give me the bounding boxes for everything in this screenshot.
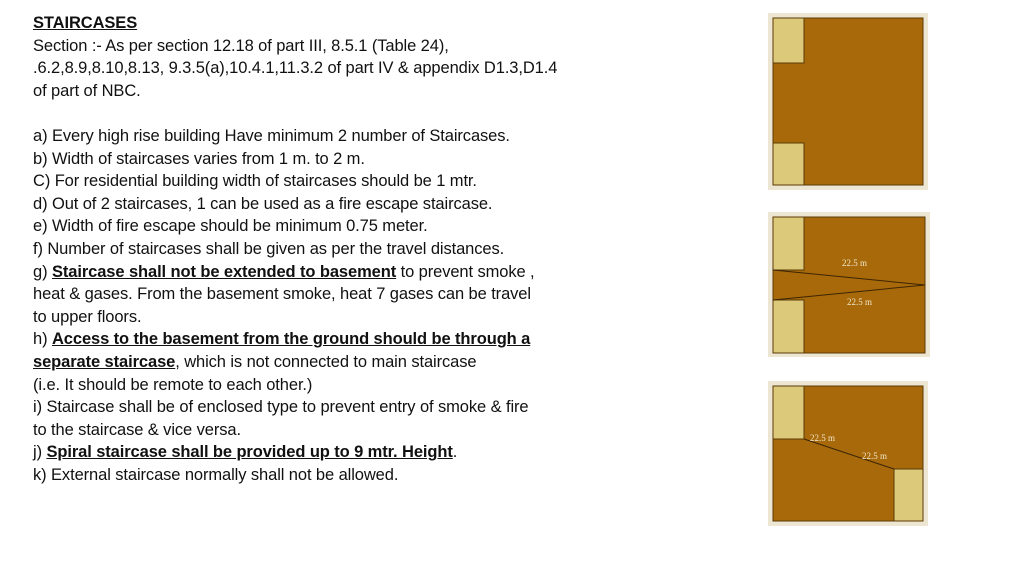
item-d: d) Out of 2 staircases, 1 can be used as a fire escape staircase.	[33, 194, 493, 213]
staircase-diagram-1	[768, 13, 928, 190]
item-k: k) External staircase normally shall not be allowed.	[33, 465, 399, 484]
staircase-diagram-3	[768, 381, 928, 526]
item-h-line-3: (i.e. It should be remote to each other.)	[33, 375, 313, 394]
section-line-1: Section :- As per section 12.18 of part III, 8.5.1 (Table 24),	[33, 36, 449, 55]
item-h-line-1	[33, 328, 733, 351]
item-i-line-2: to the staircase & vice versa.	[33, 420, 241, 439]
item-j-rest: .	[452, 443, 458, 462]
diagram-2-staircase-bottom	[773, 300, 804, 353]
item-g-line-3: to upper floors.	[33, 307, 142, 326]
diagram-3-label-bottom: 22.5 m	[862, 451, 888, 461]
item-h-emphasis-2: separate staircase	[33, 352, 176, 371]
diagram-2-staircase-top	[773, 217, 804, 270]
item-c: C) For residential building width of staircases should be 1 mtr.	[33, 172, 477, 191]
text-content	[33, 12, 733, 486]
item-j-emphasis: Spiral staircase shall be provided up to 9 mtr. Height	[46, 443, 453, 462]
blank-line	[33, 102, 733, 125]
item-h-line-2	[33, 351, 733, 374]
staircase-diagram-2	[768, 212, 930, 357]
item-i-line-1: i) Staircase shall be of enclosed type to prevent entry of smoke & fire	[33, 398, 529, 417]
diagram-2-label-bottom: 22.5 m	[847, 297, 873, 307]
diagram-3-staircase-bottom-right	[894, 469, 923, 521]
item-j	[33, 441, 733, 464]
item-e: e) Width of fire escape should be minimum 0.75 meter.	[33, 217, 428, 236]
diagram-2-label-top: 22.5 m	[842, 258, 868, 268]
section-line-3: of part of NBC.	[33, 81, 141, 100]
item-g-line-2: heat & gases. From the basement smoke, heat 7 gases can be travel	[33, 285, 531, 304]
diagram-1-staircase-top	[773, 18, 804, 63]
page-title: STAIRCASES	[33, 14, 138, 32]
item-g-emphasis: Staircase shall not be extended to basement	[51, 262, 397, 281]
item-g-rest: to prevent smoke ,	[396, 262, 535, 281]
item-j-prefix: j)	[33, 443, 47, 462]
item-a: a) Every high rise building Have minimum 2 number of Staircases.	[33, 126, 510, 145]
item-b: b) Width of staircases varies from 1 m. to 2 m.	[33, 149, 365, 168]
item-g-line-1	[33, 261, 733, 284]
section-line-2: .6.2,8.9,8.10,8.13, 9.3.5(a),10.4.1,11.3.2 of part IV & appendix D1.3,D1.4	[33, 59, 558, 78]
item-h-rest: , which is not connected to main staircase	[175, 352, 477, 371]
diagram-3-staircase-top-left	[773, 386, 804, 439]
item-f: f) Number of staircases shall be given as per the travel distances.	[33, 239, 505, 258]
diagram-1-staircase-bottom	[773, 143, 804, 185]
diagram-3-label-top: 22.5 m	[810, 433, 836, 443]
item-h-emphasis-1: Access to the basement from the ground should be through a	[51, 330, 531, 349]
item-g-prefix: g)	[33, 262, 52, 281]
item-h-prefix: h)	[33, 330, 52, 349]
